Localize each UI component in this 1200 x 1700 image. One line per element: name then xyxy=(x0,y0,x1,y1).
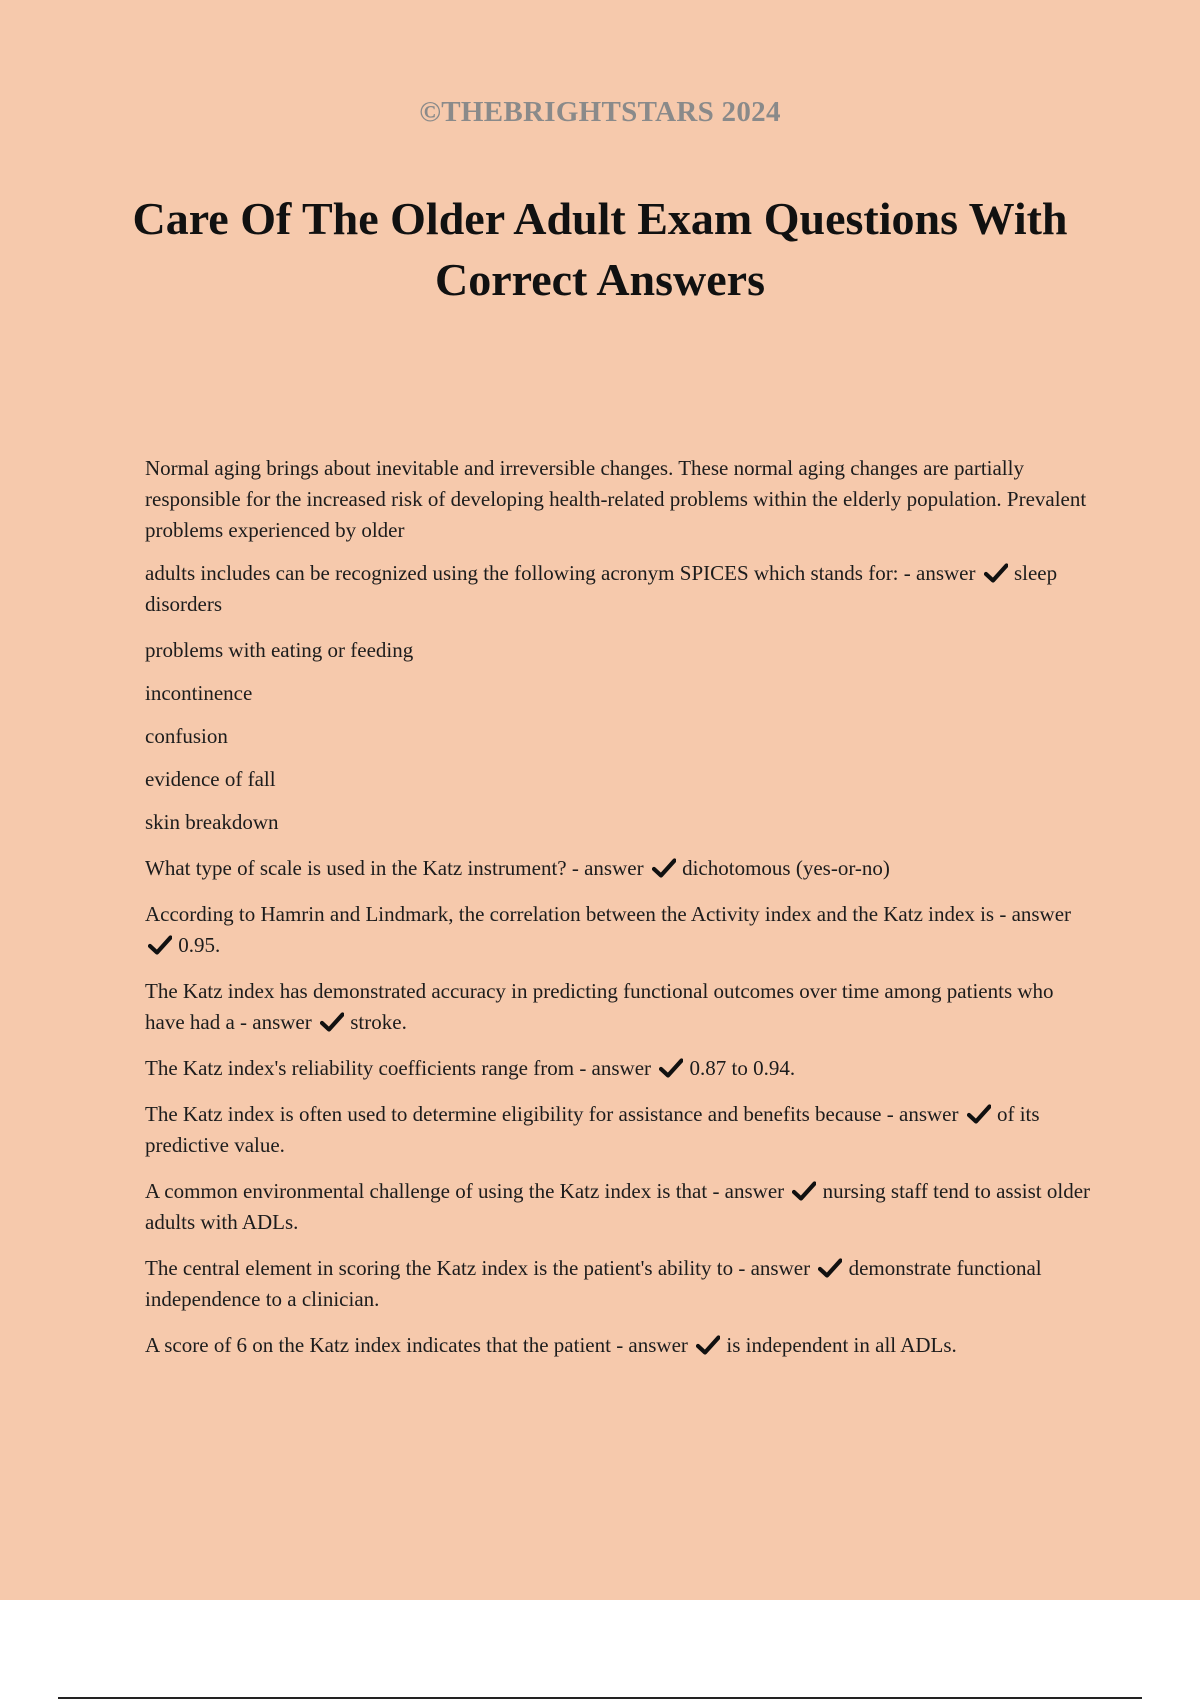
answer-text: is independent in all ADLs. xyxy=(726,1333,957,1357)
list-item: incontinence xyxy=(145,681,253,705)
check-icon xyxy=(984,563,1008,583)
answer-text: demonstrate functional independence to a clinician. xyxy=(145,1256,1042,1311)
qa-item xyxy=(145,558,1095,620)
answer-text: stroke. xyxy=(350,1010,407,1034)
qa-item xyxy=(145,1253,1095,1315)
list-item: confusion xyxy=(145,724,228,748)
answer-text: dichotomous (yes-or-no) xyxy=(682,856,890,880)
intro-paragraph: Normal aging brings about inevitable and irreversible changes. These normal aging changes are partially responsible for the increased risk of developing health-related problems within the elderly population. Prevalent problems experienced by older xyxy=(145,456,1087,542)
list-item: problems with eating or feeding xyxy=(145,638,414,662)
answer-text: nursing staff tend to assist older adults with ADLs. xyxy=(145,1179,1091,1234)
question-text: A common environmental challenge of using the Katz index is that - answer xyxy=(145,1179,790,1203)
list-item: skin breakdown xyxy=(145,810,279,834)
check-icon xyxy=(659,1058,683,1078)
check-icon xyxy=(696,1335,720,1355)
question-text: The central element in scoring the Katz index is the patient's ability to - answer xyxy=(145,1256,816,1280)
answer-text: sleep disorders xyxy=(145,561,1058,616)
question-text: adults includes can be recognized using the following acronym SPICES which stands for: - answer xyxy=(145,561,981,585)
footer-divider xyxy=(58,1697,1142,1699)
check-icon xyxy=(652,858,676,878)
check-icon xyxy=(148,935,172,955)
check-icon xyxy=(967,1104,991,1124)
check-icon xyxy=(320,1012,344,1032)
question-text: The Katz index has demonstrated accuracy in predicting functional outcomes over time among patients who have had a - answer xyxy=(145,979,1054,1034)
qa-item xyxy=(145,853,1095,884)
check-icon xyxy=(818,1258,842,1278)
qa-item xyxy=(145,1053,1095,1084)
document-body xyxy=(145,453,1095,1376)
qa-item xyxy=(145,1099,1095,1161)
question-text: The Katz index is often used to determine eligibility for assistance and benefits because - answer xyxy=(145,1102,964,1126)
qa-item xyxy=(145,899,1095,961)
qa-item xyxy=(145,976,1095,1038)
question-text: A score of 6 on the Katz index indicates that the patient - answer xyxy=(145,1333,694,1357)
copyright-watermark: ©THEBRIGHTSTARS 2024 xyxy=(419,96,781,128)
answer-text: 0.87 to 0.94. xyxy=(689,1056,796,1080)
list-item: evidence of fall xyxy=(145,767,276,791)
qa-item xyxy=(145,1176,1095,1238)
qa-item xyxy=(145,1330,1095,1361)
question-text: The Katz index's reliability coefficients range from - answer xyxy=(145,1056,657,1080)
check-icon xyxy=(792,1181,816,1201)
question-text: What type of scale is used in the Katz instrument? - answer xyxy=(145,856,649,880)
answer-text: of its predictive value. xyxy=(145,1102,1040,1157)
answer-text: 0.95. xyxy=(178,933,221,957)
question-text: According to Hamrin and Lindmark, the correlation between the Activity index and the Katz index is - answer xyxy=(145,902,1072,926)
document-title: Care Of The Older Adult Exam Questions With Correct Answers xyxy=(132,193,1068,305)
